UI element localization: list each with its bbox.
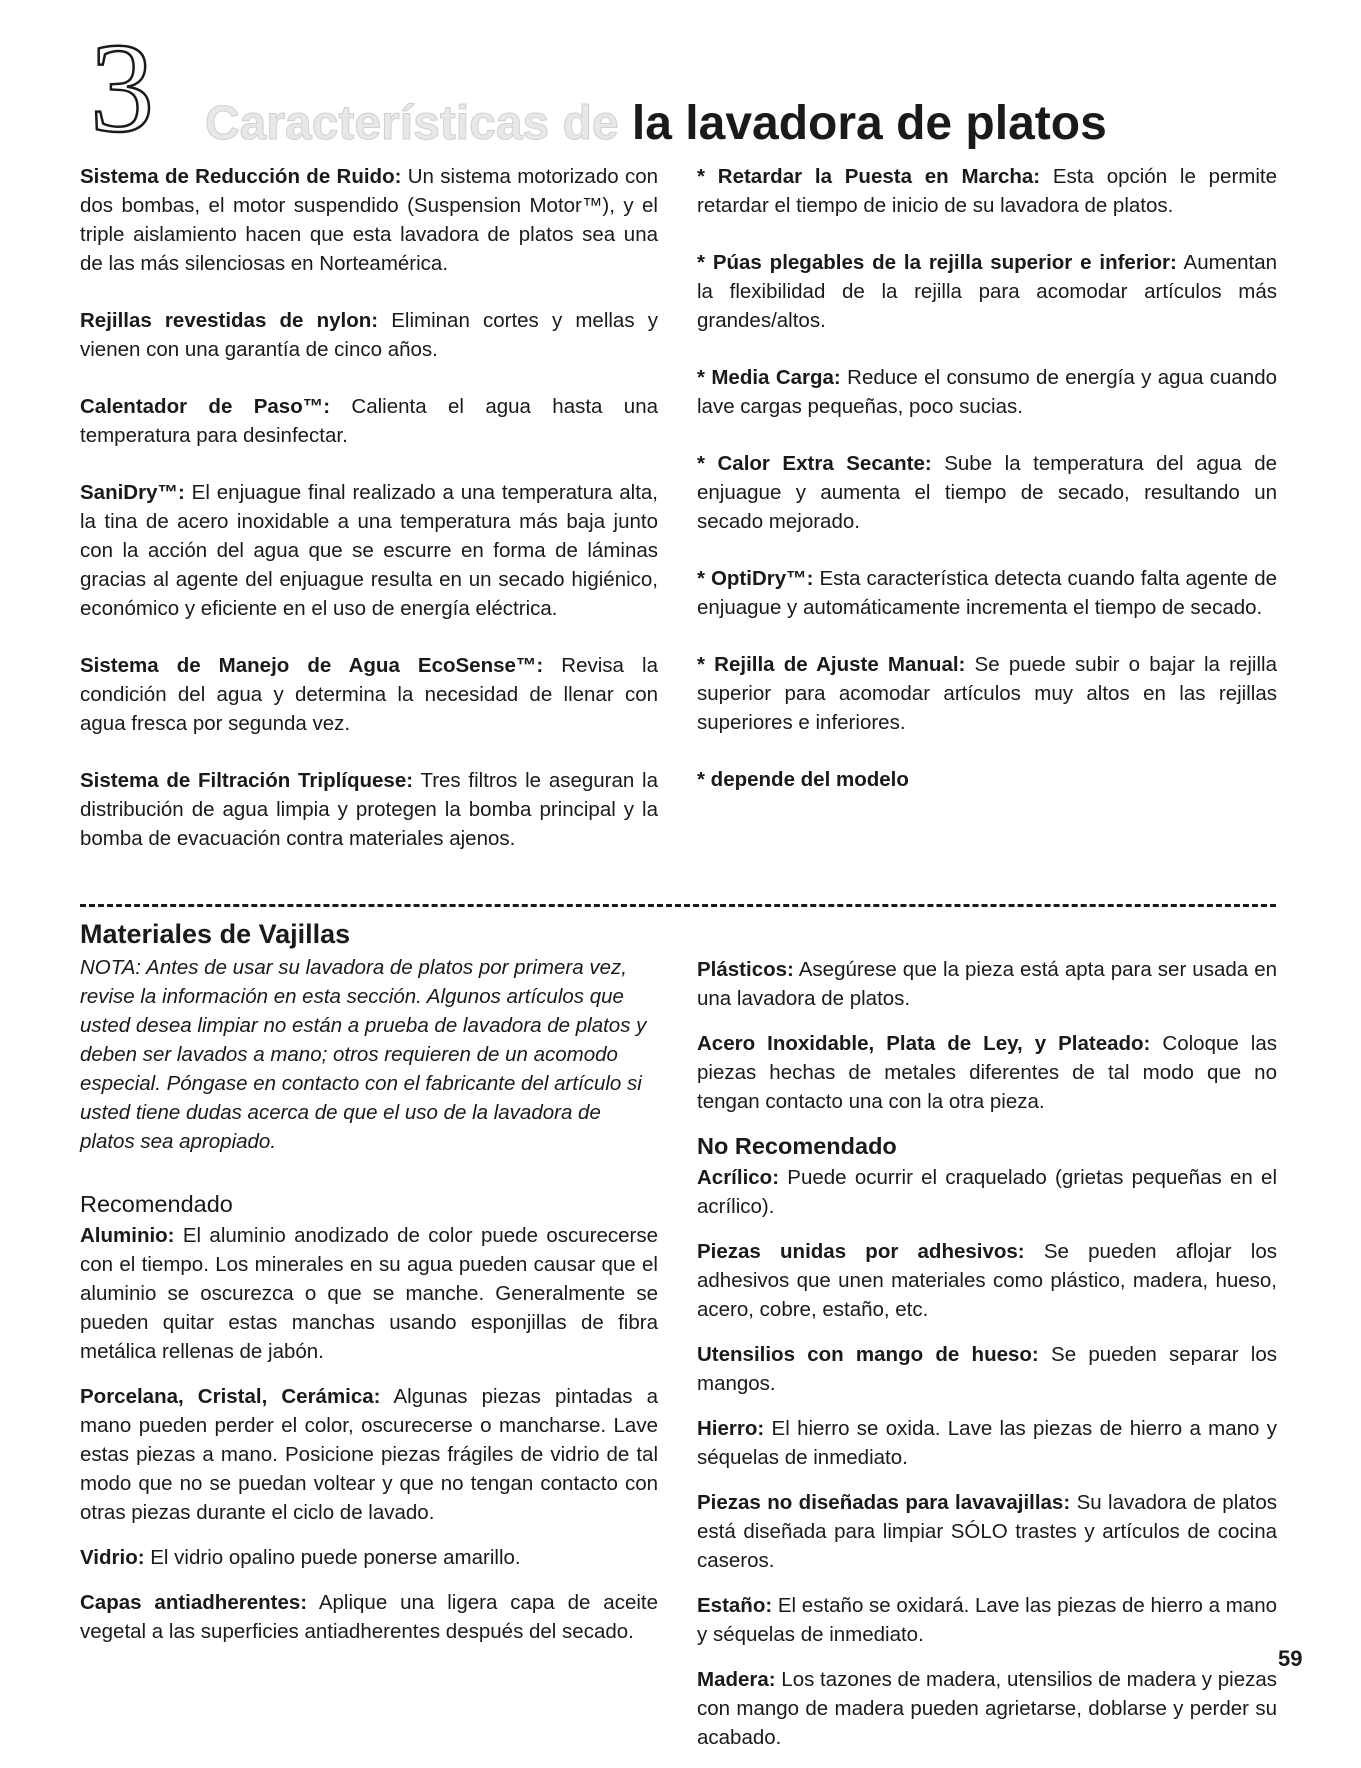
feature-label: * Calor Extra Secante: (697, 452, 932, 475)
material-paragraph (697, 1340, 1277, 1398)
feature-paragraph (697, 449, 1277, 536)
material-text: Coloque las piezas hechas de metales diferentes de tal modo que no tengan contacto una con la otra pieza. (697, 1032, 1277, 1113)
materials-right-column (697, 955, 1277, 1768)
material-paragraph (697, 1237, 1277, 1324)
material-label: Capas antiadherentes: (80, 1591, 308, 1614)
material-text: Puede ocurrir el craquelado (grietas pequeñas en el acrílico). (697, 1166, 1277, 1218)
material-label: Piezas no diseñadas para lavavajillas: (697, 1491, 1071, 1514)
material-paragraph (697, 1665, 1277, 1752)
material-text: Aplique una ligera capa de aceite vegetal a las superficies antiadherentes después del secado. (80, 1591, 659, 1643)
feature-text: Esta característica detecta cuando falta agente de enjuague y automáticamente incrementa el tiempo de secado. (697, 567, 1277, 619)
material-label: Aluminio: (80, 1224, 175, 1247)
feature-text: Esta opción le permite retardar el tiempo de inicio de su lavadora de platos. (697, 165, 1277, 217)
material-text: El estaño se oxidará. Lave las piezas de hierro a mano y séquelas de inmediato. (697, 1594, 1278, 1646)
feature-label: Sistema de Manejo de Agua EcoSense™: (80, 654, 544, 677)
chapter-number: 3 (90, 17, 154, 159)
feature-label: * Rejilla de Ajuste Manual: (697, 653, 966, 676)
model-footnote (697, 765, 1277, 794)
material-label: Utensilios con mango de hueso: (697, 1343, 1039, 1366)
feature-paragraph (80, 162, 658, 278)
feature-text: El enjuague final realizado a una temperatura alta, la tina de acero inoxidable a una temperatura más baja junto con la acción del agua que se escurre en forma de láminas gracias al agente del enjuague resulta en un secado higiénico, económico y eficiente en el uso de energía eléctrica. (80, 481, 658, 620)
material-paragraph (697, 1163, 1277, 1221)
page-title-ghost-part: Características de (205, 97, 632, 150)
material-label: Plásticos: (697, 958, 794, 981)
feature-paragraph (80, 392, 658, 450)
feature-text: Aumentan la flexibilidad de la rejilla para acomodar artículos más grandes/altos. (697, 251, 1278, 332)
material-paragraph (697, 1591, 1277, 1649)
material-label: Acrílico: (697, 1166, 780, 1189)
feature-paragraph (80, 478, 658, 623)
material-label: Piezas unidas por adhesivos: (697, 1240, 1025, 1263)
feature-paragraph (697, 162, 1277, 220)
section-title: Materiales de Vajillas (80, 919, 351, 949)
feature-paragraph (80, 651, 658, 738)
material-paragraph (80, 1543, 658, 1572)
material-paragraph (697, 1029, 1277, 1116)
feature-text: Tres filtros le aseguran la distribución de agua limpia y protegen la bomba principal y la bomba de evacuación contra materiales ajenos. (80, 769, 658, 850)
material-text: Se pueden separar los mangos. (697, 1343, 1277, 1395)
material-label: Hierro: (697, 1417, 765, 1440)
material-text: El aluminio anodizado de color puede oscurecerse con el tiempo. Los minerales en su agua pueden causar que el aluminio se oscurezca o que se manche. Generalmente se pueden quitar estas manchas usando esponjillas de fibra metálica rellenas de jabón. (80, 1224, 658, 1363)
material-paragraph (80, 1382, 658, 1527)
material-paragraph (80, 1221, 658, 1366)
feature-paragraph (80, 766, 658, 853)
feature-label: * depende del modelo (697, 768, 909, 791)
feature-label: Rejillas revestidas de nylon: (80, 309, 379, 332)
feature-paragraph (697, 564, 1277, 622)
feature-text: Calienta el agua hasta una temperatura para desinfectar. (80, 395, 659, 447)
feature-text: Un sistema motorizado con dos bombas, el motor suspendido (Suspension Motor™), y el triple aislamiento hacen que esta lavadora de platos sea una de las más silenciosas en Norteamérica. (80, 165, 658, 275)
feature-label: * Púas plegables de la rejilla superior e inferior: (697, 251, 1177, 274)
feature-paragraph (697, 363, 1277, 421)
feature-text: Se puede subir o bajar la rejilla superior para acomodar artículos muy altos en las rejillas superiores e inferiores. (697, 653, 1277, 734)
feature-label: * Retardar la Puesta en Marcha: (697, 165, 1041, 188)
material-paragraph (80, 1588, 658, 1646)
feature-label: SaniDry™: (80, 481, 185, 504)
material-label: Porcelana, Cristal, Cerámica: (80, 1385, 381, 1408)
feature-text: Sube la temperatura del agua de enjuague y aumenta el tiempo de secado, resultando un secado mejorado. (697, 452, 1277, 533)
feature-text: Eliminan cortes y mellas y vienen con una garantía de cinco años. (80, 309, 658, 361)
feature-paragraph (697, 650, 1277, 737)
material-text: Su lavadora de platos está diseñada para limpiar SÓLO trastes y artículos de cocina caseros. (697, 1491, 1277, 1572)
feature-label: * Media Carga: (697, 366, 841, 389)
feature-label: Calentador de Paso™: (80, 395, 331, 418)
material-paragraph (697, 1414, 1277, 1472)
feature-label: Sistema de Reducción de Ruido: (80, 165, 402, 188)
material-paragraph (697, 1488, 1277, 1575)
materials-left-column (80, 918, 658, 1662)
material-label: Estaño: (697, 1594, 773, 1617)
section-divider (80, 904, 1276, 907)
recommended-heading: Recomendado (80, 1191, 233, 1217)
material-label: Madera: (697, 1668, 776, 1691)
page-title (205, 96, 1107, 152)
features-right-column (697, 162, 1277, 822)
page-number: 59 (1278, 1646, 1303, 1671)
feature-text: Revisa la condición del agua y determina la necesidad de llenar con agua fresca por segunda vez. (80, 654, 658, 735)
material-text: Asegúrese que la pieza está apta para ser usada en una lavadora de platos. (697, 958, 1277, 1010)
material-text: Algunas piezas pintadas a mano pueden perder el color, oscurecerse o mancharse. Lave estas piezas a mano. Posicione piezas frágiles de vidrio de tal modo que no se puedan voltear y que no tengan contacto con otras piezas durante el ciclo de lavado. (80, 1385, 658, 1524)
feature-text: Reduce el consumo de energía y agua cuando lave cargas pequeñas, poco sucias. (697, 366, 1277, 418)
materials-note: NOTA: Antes de usar su lavadora de platos por primera vez, revise la información en esta sección. Algunos artículos que usted desea limpiar no están a prueba de lavadora de platos y deben ser lavados a mano; otros requieren de un acomodo especial. Póngase en contacto con el fabricante del artículo si usted tiene dudas acerca de que el uso de la lavadora de platos sea apropiado. (80, 956, 647, 1153)
feature-paragraph (697, 248, 1277, 335)
material-paragraph (697, 955, 1277, 1013)
material-text: El hierro se oxida. Lave las piezas de hierro a mano y séquelas de inmediato. (697, 1417, 1277, 1469)
material-text: Los tazones de madera, utensilios de madera y piezas con mango de madera pueden agrietarse, doblarse y perder su acabado. (697, 1668, 1278, 1749)
not-recommended-heading: No Recomendado (697, 1133, 897, 1159)
page-title-solid-part: la lavadora de platos (631, 97, 1107, 150)
features-left-column (80, 162, 658, 881)
feature-paragraph (80, 306, 658, 364)
material-label: Acero Inoxidable, Plata de Ley, y Plateado: (697, 1032, 1151, 1055)
feature-label: * OptiDry™: (697, 567, 814, 590)
material-text: Se pueden aflojar los adhesivos que unen materiales como plástico, madera, hueso, acero, cobre, estaño, etc. (697, 1240, 1277, 1321)
feature-label: Sistema de Filtración Triplíquese: (80, 769, 414, 792)
material-label: Vidrio: (80, 1546, 145, 1569)
material-text: El vidrio opalino puede ponerse amarillo. (144, 1546, 521, 1569)
